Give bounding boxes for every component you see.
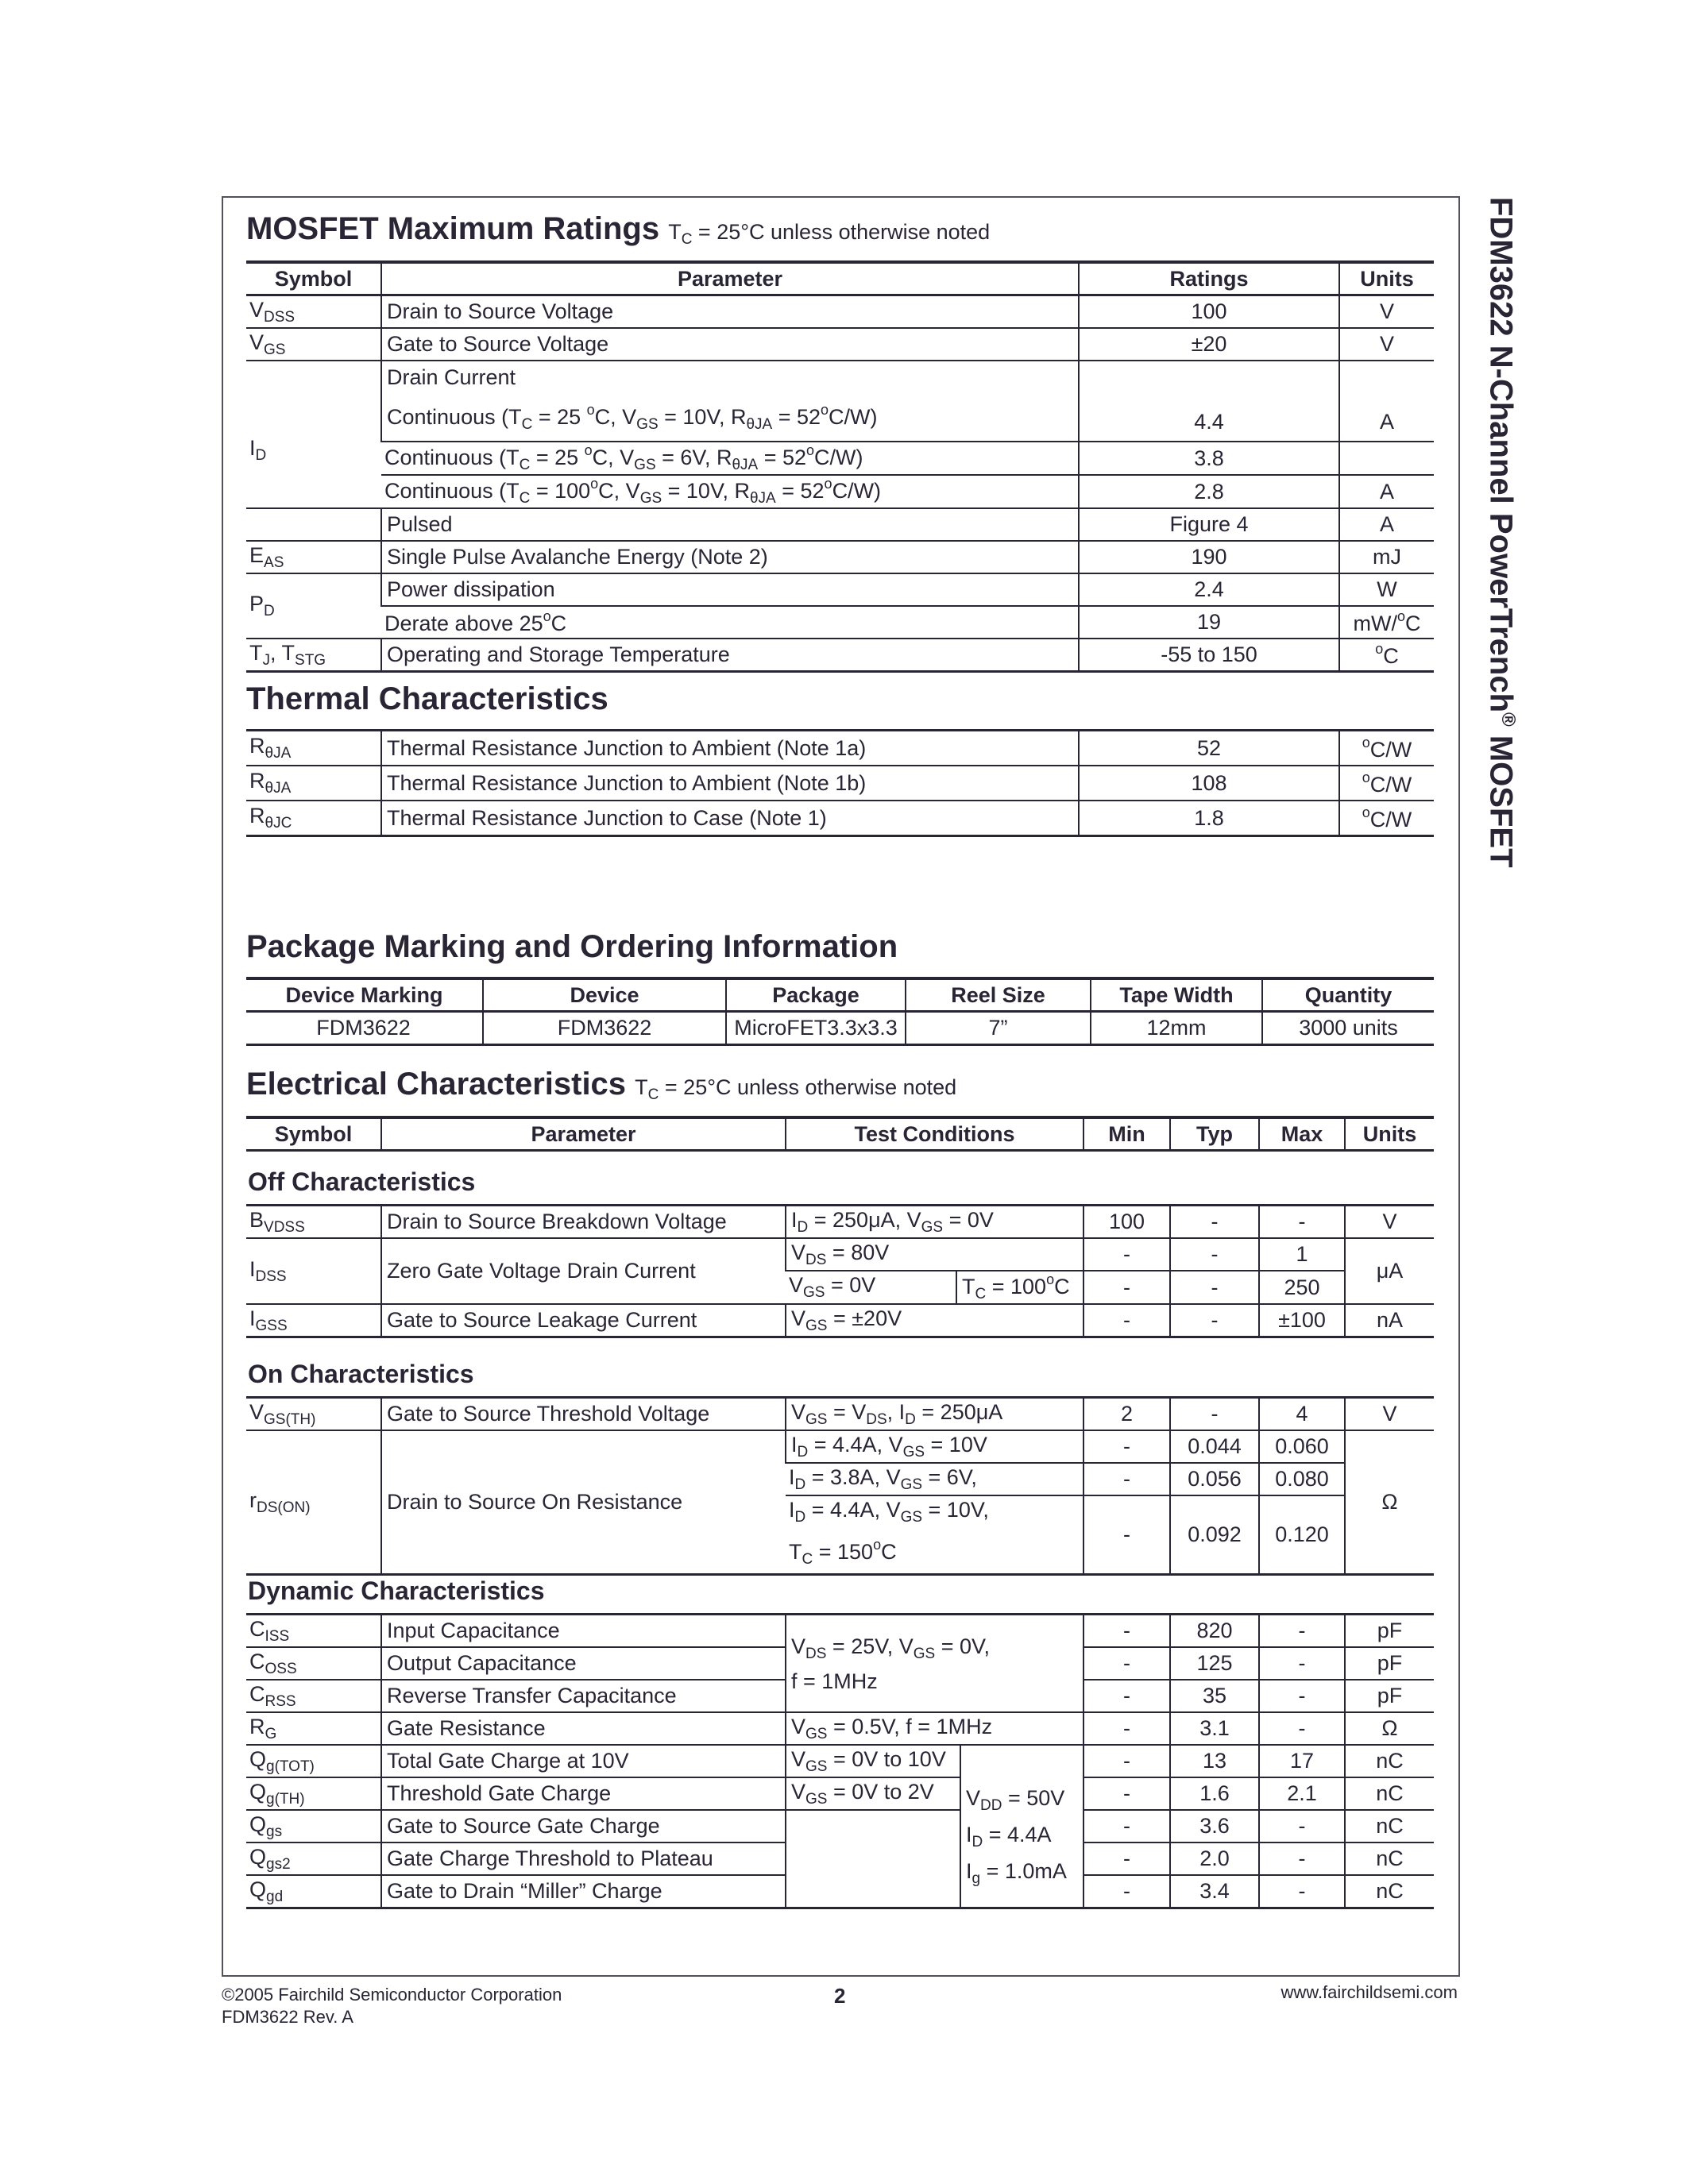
table-row: $E_{AS}$ Single Pulse Avalanche Energy (Note 2) 190 mJ (246, 541, 1434, 573)
table-row: $C_{ISS}$ Input Capacitance $V_{DS} = 25V$, $V_{GS} = 0V$, f = 1MHz - 820 - pF (246, 1615, 1434, 1648)
table-row: $Q_{g(TH)}$ Threshold Gate Charge $V_{GS} = 0V$ to 2V - 1.6 2.1 nC (246, 1777, 1434, 1810)
max-ratings-table (246, 260, 1434, 673)
electrical-header-table: Symbol Parameter Test Conditions Min Typ Max Units (246, 1116, 1434, 1152)
thermal-heading: Thermal Characteristics (246, 681, 608, 716)
table-row: Continuous ($T_C = 100^oC$, $V_{GS} = 10V$, $R_{\theta JA} = 52^oC/W$) 2.8 A (246, 475, 1434, 508)
table-row: $R_G$ Gate Resistance $V_{GS} = 0.5V$, f = 1MHz - 3.1 - Ω (246, 1712, 1434, 1745)
on-characteristics-table (246, 1396, 1434, 1576)
table-row: $C_{OSS}$ Output Capacitance - 125 - pF (246, 1647, 1434, 1680)
table-row: $I_{GSS}$ Gate to Source Leakage Current $V_{GS} = \pm 20V$ - - ±100 nA (246, 1304, 1434, 1337)
dynamic-characteristics-heading: Dynamic Characteristics (248, 1576, 545, 1605)
table-row: $V_{DSS}$ Drain to Source Voltage 100 V (246, 295, 1434, 329)
table-row: $I_{DSS}$ Zero Gate Voltage Drain Current $V_{DS} = 80V$ - - 1 μA (246, 1238, 1434, 1271)
table-row: $Q_{gd}$ Gate to Drain “Miller” Charge - 3.4 - nC (246, 1875, 1434, 1908)
col-ratings: Ratings (1079, 262, 1339, 295)
table-row: Continuous ($T_C = 25$ $^o$C, $V_{GS} = 6V$, $R_{\theta JA} = 52^oC/W$) 3.8 (246, 442, 1434, 475)
package-heading: Package Marking and Ordering Information (246, 929, 898, 964)
thermal-table (246, 729, 1434, 837)
table-row: Pulsed Figure 4 A (246, 508, 1434, 541)
col-symbol: Symbol (246, 262, 381, 295)
table-row: $I_D = 4.4A$, $V_{GS} = 10V$, $T_C = 150^oC$ - 0.092 0.120 (246, 1495, 1434, 1575)
table-row: $R_{\theta JC}$ Thermal Resistance Junction to Case (Note 1) 1.8 $^o$C/W (246, 801, 1434, 836)
on-characteristics-heading: On Characteristics (248, 1360, 474, 1388)
table-row: $T_J$, $T_{STG}$ Operating and Storage Temperature -55 to 150 $^o$C (246, 639, 1434, 672)
col-parameter: Parameter (381, 262, 1079, 295)
table-row: $I_D$ Drain Current Continuous ($T_C = 25$ $^o$C, $V_{GS} = 10V$, $R_{\theta JA} = 52^oC/W$) 4.4 A (246, 361, 1434, 442)
table-row: $B_{VDSS}$ Drain to Source Breakdown Voltage $I_D = 250\mu A$, $V_{GS} = 0V$ 100 - - V (246, 1206, 1434, 1239)
table-row: Derate above 25$^o$C 19 mW/$^o$C (246, 606, 1434, 639)
table-row: $Q_{gs2}$ Gate Charge Threshold to Plateau - 2.0 - nC (246, 1843, 1434, 1875)
table-row: $r_{DS(ON)}$ Drain to Source On Resistance $I_D = 4.4A$, $V_{GS} = 10V$ - 0.044 0.060 Ω (246, 1430, 1434, 1463)
col-units: Units (1339, 262, 1434, 295)
max-ratings-heading: MOSFET Maximum Ratings $T_C = 25^\circ C$ unless otherwise noted (246, 211, 991, 248)
table-row: $Q_{gs}$ Gate to Source Gate Charge - 3.6 - nC (246, 1810, 1434, 1843)
dynamic-characteristics-table (246, 1613, 1434, 1909)
table-row: $R_{\theta JA}$ Thermal Resistance Junction to Ambient (Note 1a) 52 $^o$C/W (246, 731, 1434, 766)
table-row: $V_{GS}$ Gate to Source Voltage ±20 V (246, 328, 1434, 361)
table-row: $Q_{g(TOT)}$ Total Gate Charge at 10V $V_{GS} = 0V$ to 10V $V_{DD} = 50V$ $I_D = 4.4A$ $I_g = 1.0mA$ - 13 17 nC (246, 1745, 1434, 1777)
off-characteristics-heading: Off Characteristics (248, 1167, 476, 1196)
table-row: $I_D = 3.8A$, $V_{GS} = 6V$, - 0.056 0.080 (246, 1463, 1434, 1495)
page-number: 2 (834, 1984, 846, 2008)
table-row: $C_{RSS}$ Reverse Transfer Capacitance - 35 - pF (246, 1680, 1434, 1712)
off-characteristics-table (246, 1204, 1434, 1338)
package-table: Device Marking Device Package Reel Size Tape Width Quantity FDM3622 FDM3622 MicroFET3.3x3.3 7” 12mm 3000 units (246, 977, 1434, 1046)
electrical-heading: Electrical Characteristics $T_C = 25^\circ C$ unless otherwise noted (246, 1067, 957, 1103)
table-row: $P_D$ Power dissipation 2.4 W (246, 573, 1434, 606)
table-row: FDM3622 FDM3622 MicroFET3.3x3.3 7” 12mm 3000 units (246, 1012, 1434, 1045)
table-row: $V_{GS} = 0V$ $T_C = 100^oC$ - - 250 (246, 1271, 1434, 1304)
table-row: $R_{\theta JA}$ Thermal Resistance Junction to Ambient (Note 1b) 108 $^o$C/W (246, 766, 1434, 801)
footer-url[interactable]: www.fairchildsemi.com (1280, 1982, 1458, 2002)
table-row: $V_{GS(TH)}$ Gate to Source Threshold Voltage $V_{GS} = V_{DS}$, $I_D = 250\mu A$ 2 - 4 V (246, 1398, 1434, 1431)
side-title: FDM3622 N-Channel PowerTrench® MOSFET (1483, 197, 1519, 868)
footer-copyright: ©2005 Fairchild Semiconductor Corporation FDM3622 Rev. A (222, 1985, 562, 2027)
